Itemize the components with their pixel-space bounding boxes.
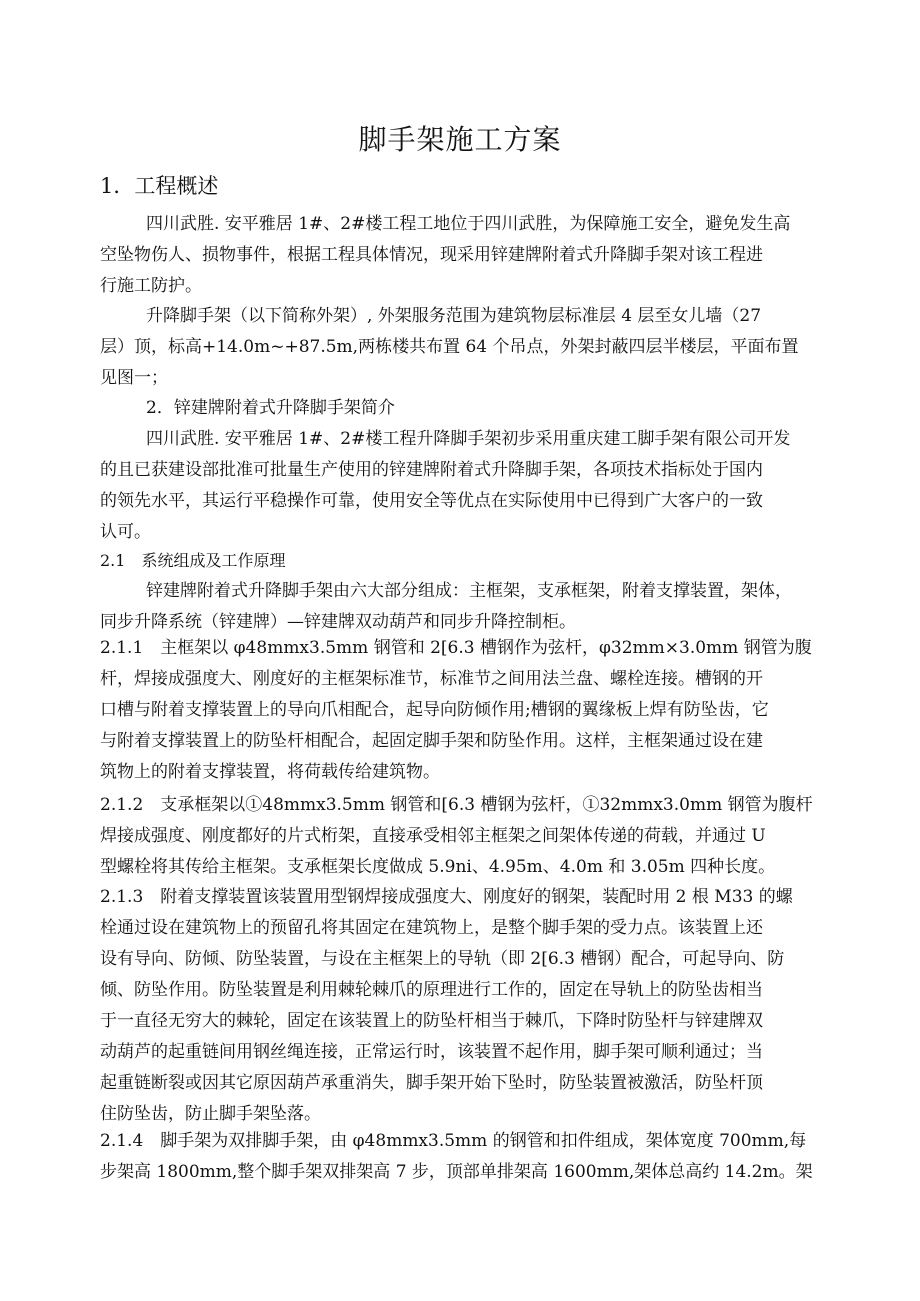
text-line: 倾、防坠作用。防坠装置是利用棘轮棘爪的原理进行工作的，固定在导轨上的防坠齿相当 bbox=[100, 980, 763, 1000]
text-line: 行施工防护。 bbox=[100, 276, 202, 296]
section-2-heading: 2．锌建牌附着式升降脚手架简介 bbox=[146, 398, 395, 418]
text-line: 2.1.3 附着支撑装置该装置用型钢焊接成强度大、刚度好的钢架，装配时用 2 根 M33 的螺 bbox=[100, 887, 793, 907]
text-line: 见图一； bbox=[100, 368, 168, 388]
text-line: 的领先水平，其运行平稳操作可靠，使用安全等优点在实际使用中已得到广大客户的一致 bbox=[100, 491, 763, 511]
text-line: 设有导向、防倾、防坠装置，与设在主框架上的导轨（即 2[6.3 槽钢）配合，可起导向、防 bbox=[100, 949, 785, 969]
text-line: 杆，焊接成强度大、刚度好的主框架标准节，标准节之间用法兰盘、螺栓连接。槽钢的开 bbox=[100, 669, 763, 689]
text-line: 2.1.1 主框架以 φ48mmx3.5mm 钢管和 2[6.3 槽钢作为弦杆，φ32mm×3.0mm 钢管为腹 bbox=[100, 638, 812, 658]
document-title: 脚手架施工方案 bbox=[358, 123, 562, 156]
text-line: 空坠物伤人、损物事件，根据工程具体情况，现采用锌建牌附着式升降脚手架对该工程进 bbox=[100, 245, 763, 265]
text-line: 升降脚手架（以下简称外架）, 外架服务范围为建筑物层标准层 4 层至女儿墙（27 bbox=[146, 306, 762, 326]
text-line: 与附着支撑装置上的防坠杆相配合，起固定脚手架和防坠作用。这样，主框架通过设在建 bbox=[100, 731, 763, 751]
text-line: 起重链断裂或因其它原因葫芦承重消失，脚手架开始下坠时，防坠装置被激活，防坠杆顶 bbox=[100, 1073, 763, 1093]
text-line: 步架高 1800mm,整个脚手架双排架高 7 步，顶部单排架高 1600mm,架体总高约 14.2m。架 bbox=[100, 1162, 813, 1182]
text-line: 栓通过设在建筑物上的预留孔将其固定在建筑物上，是整个脚手架的受力点。该装置上还 bbox=[100, 918, 763, 938]
subsection-2-1-1-paragraph bbox=[100, 633, 825, 788]
section-1-paragraph-2 bbox=[100, 301, 825, 394]
text-line: 的且已获建设部批准可批量生产使用的锌建牌附着式升降脚手架，各项技术指标处于国内 bbox=[100, 460, 763, 480]
text-line: 焊接成强度、刚度都好的片式桁架，直接承受相邻主框架之间架体传递的荷载，并通过 U bbox=[100, 826, 766, 846]
text-line: 于一直径无穷大的棘轮，固定在该装置上的防坠杆相当于棘爪，下降时防坠杆与锌建牌双 bbox=[100, 1011, 763, 1031]
subsection-2-1-paragraph bbox=[100, 576, 825, 638]
text-line: 动葫芦的起重链间用钢丝绳连接，正常运行时，该装置不起作用，脚手架可顺利通过；当 bbox=[100, 1042, 763, 1062]
subsection-2-1-heading: 2.1 系统组成及工作原理 bbox=[100, 551, 286, 570]
text-line: 口槽与附着支撑装置上的导向爪相配合，起导向防倾作用;槽钢的翼缘板上焊有防坠齿，它 bbox=[100, 700, 769, 720]
text-line: 四川武胜. 安平雅居 1#、2#楼工程升降脚手架初步采用重庆建工脚手架有限公司开发 bbox=[146, 429, 791, 449]
subsection-2-1-3-paragraph bbox=[100, 882, 825, 1130]
text-line: 层）顶，标高+14.0m~+87.5m,两栋楼共布置 64 个吊点，外架封蔽四层半楼层，平面布置 bbox=[100, 337, 799, 357]
text-line: 型螺栓将其传给主框架。支承框架长度做成 5.9ni、4.95m、4.0m 和 3.05m 四种长度。 bbox=[100, 857, 776, 877]
section-1-heading: 1．工程概述 bbox=[100, 174, 219, 198]
text-line: 四川武胜. 安平雅居 1#、2#楼工程工地位于四川武胜，为保障施工安全，避免发生高 bbox=[146, 214, 791, 234]
text-line: 筑物上的附着支撑装置，将荷载传给建筑物。 bbox=[100, 762, 440, 782]
section-2-paragraph-1 bbox=[100, 424, 825, 548]
text-line: 锌建牌附着式升降脚手架由六大部分组成：主框架，支承框架，附着支撑装置，架体， bbox=[146, 581, 792, 601]
text-line: 2.1.2 支承框架以①48mmx3.5mm 钢管和[6.3 槽钢为弦杆，①32mmx3.0mm 钢管为腹杆 bbox=[100, 795, 813, 815]
subsection-2-1-4-paragraph bbox=[100, 1126, 825, 1188]
text-line: 认可。 bbox=[100, 522, 151, 542]
text-line: 住防坠齿，防止脚手架坠落。 bbox=[100, 1104, 321, 1124]
text-line: 2.1.4 脚手架为双排脚手架，由 φ48mmx3.5mm 的钢管和扣件组成，架体宽度 700mm,每 bbox=[100, 1131, 807, 1151]
section-1-paragraph-1 bbox=[100, 209, 825, 302]
text-line: 同步升降系统（锌建牌）—锌建牌双动葫芦和同步升降控制柜。 bbox=[100, 612, 576, 632]
subsection-2-1-2-paragraph bbox=[100, 790, 825, 883]
